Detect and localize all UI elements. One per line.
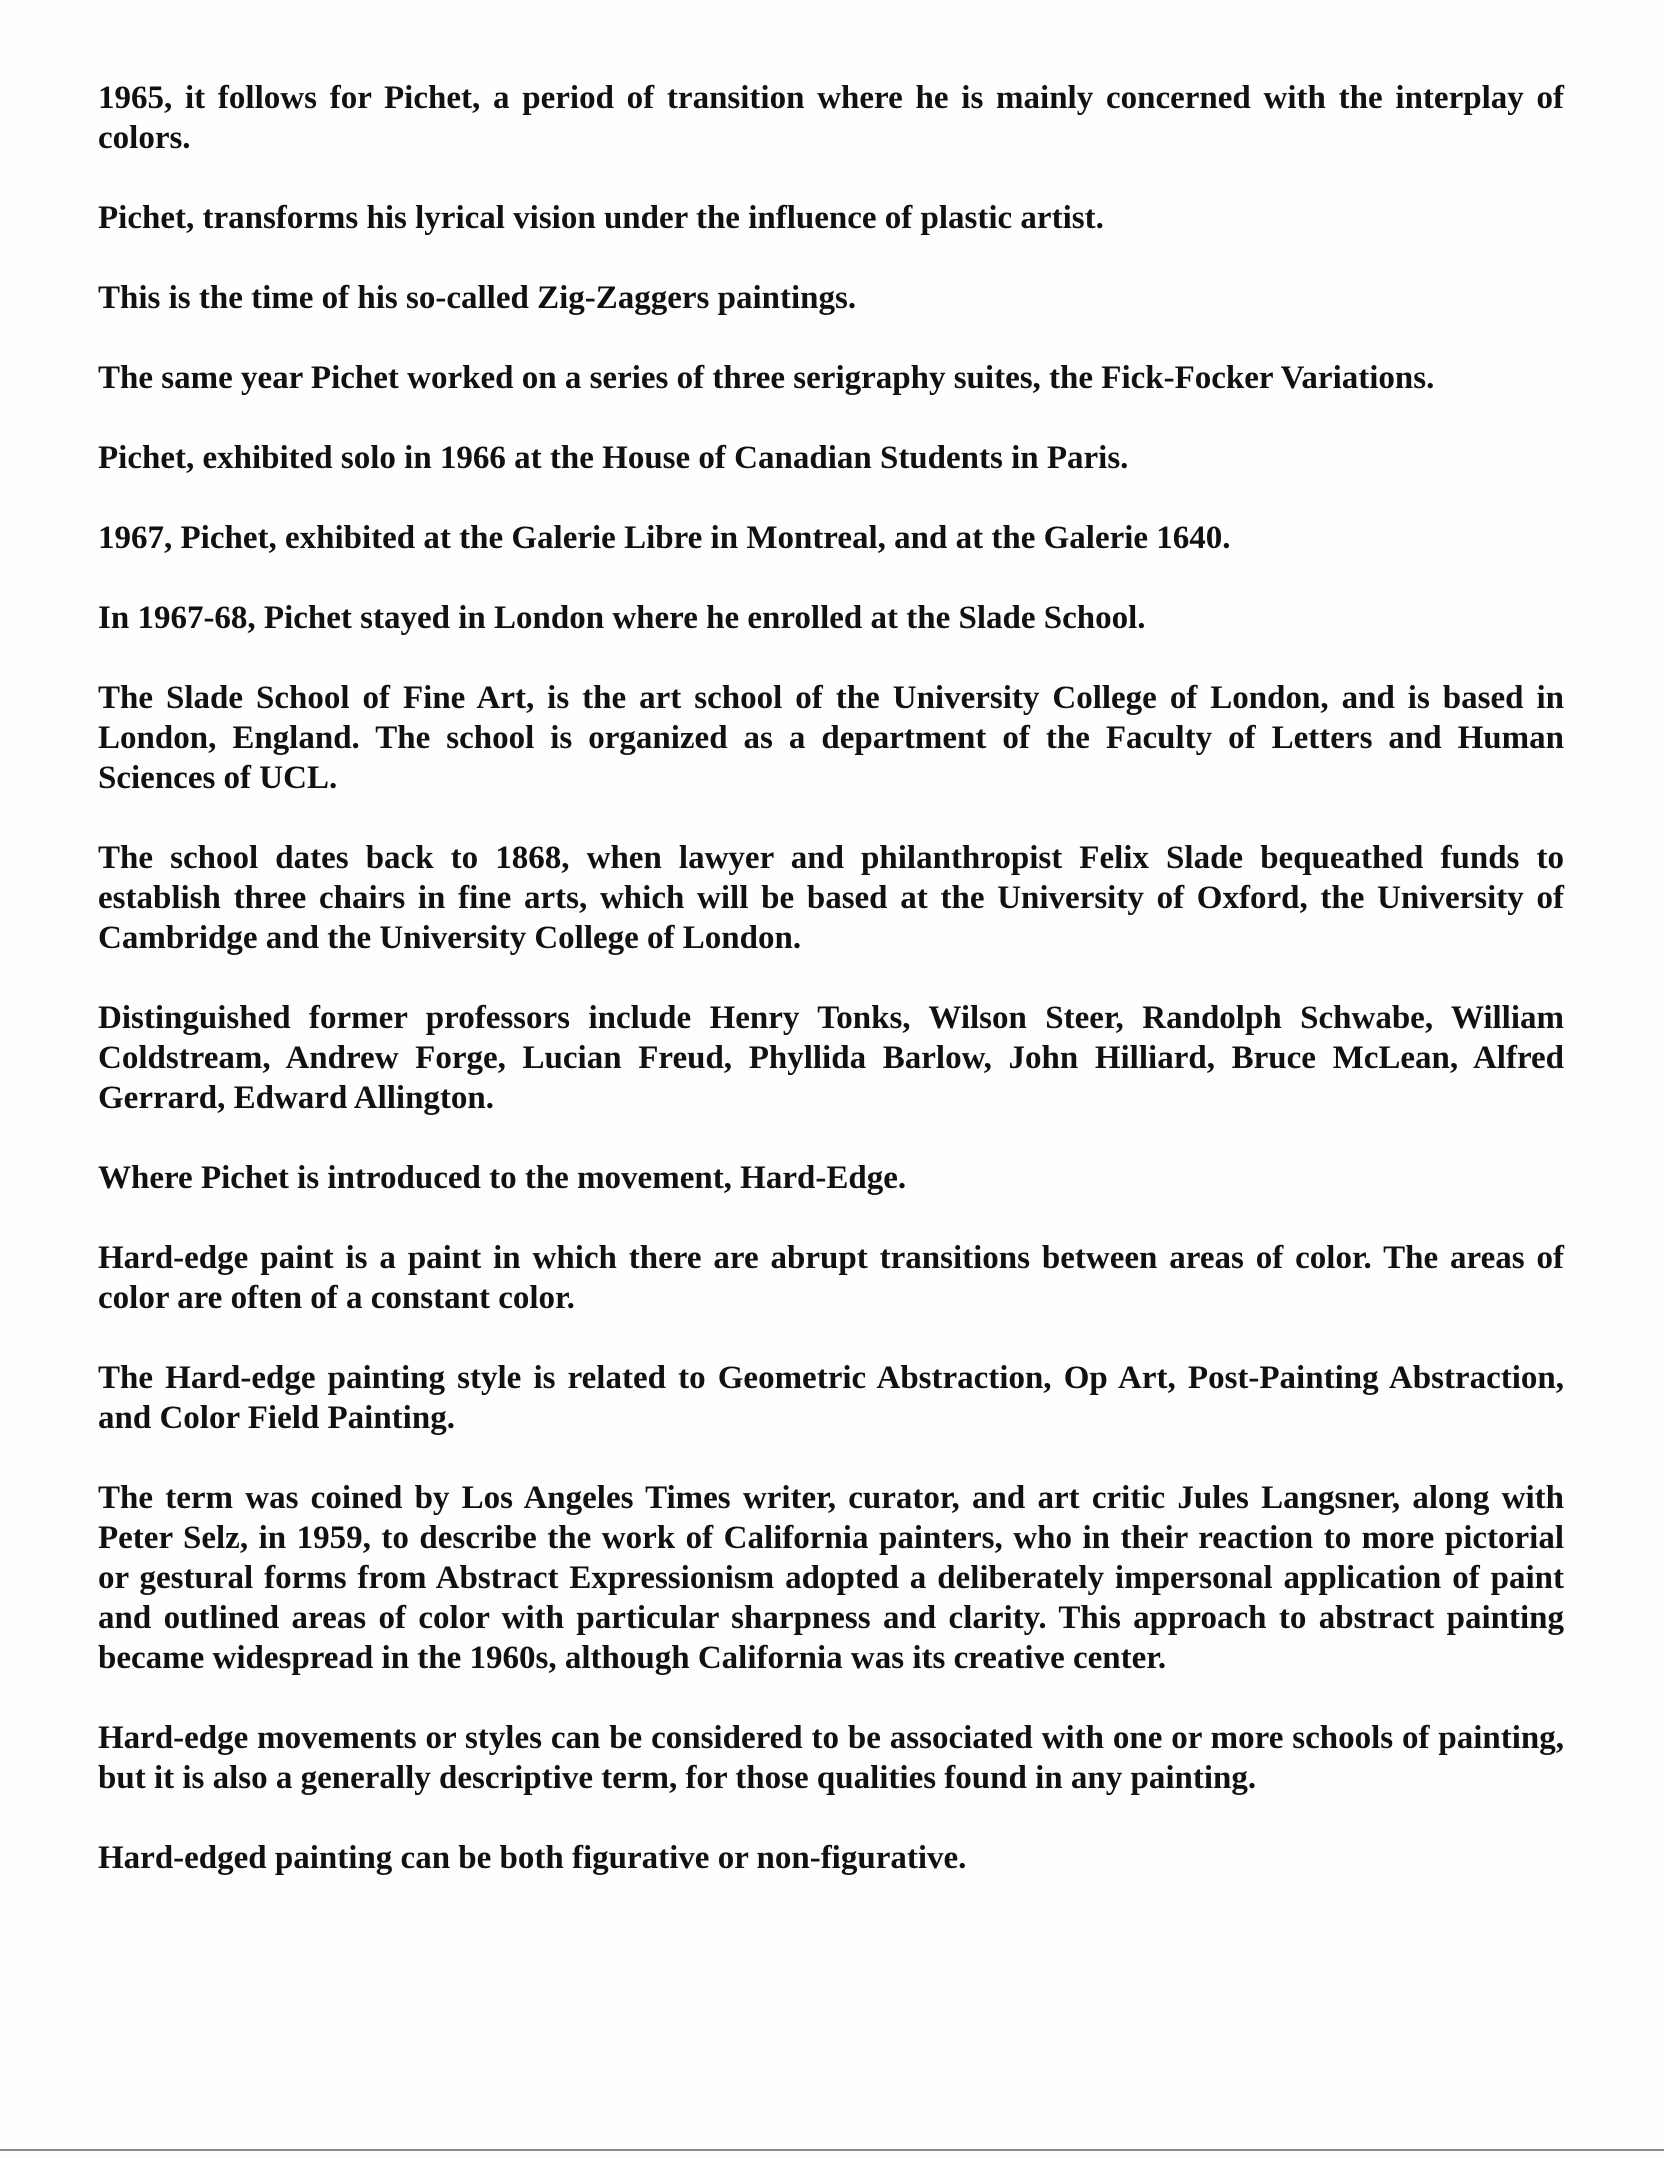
- paragraph-14: The term was coined by Los Angeles Times writer, curator, and art critic Jules Langsner, along with Peter Selz, in 1959, to describe the work of California painters, who in their reaction to more pictorial or gestural forms from Abstract Expressionism adopted a deliberately impersonal application of paint and outlined areas of color with particular sharpness and clarity. This approach to abstract painting became widespread in the 1960s, although California was its creative center.: [98, 1480, 1564, 1676]
- paragraph-7: In 1967-68, Pichet stayed in London where he enrolled at the Slade School.: [98, 600, 1146, 636]
- bottom-divider: [0, 2149, 1664, 2151]
- paragraph-15: Hard-edge movements or styles can be considered to be associated with one or more schools of painting, but it is also a generally descriptive term, for those qualities found in any painting.: [98, 1720, 1564, 1796]
- document-body: [98, 78, 1564, 1918]
- paragraph-2: Pichet, transforms his lyrical vision under the influence of plastic artist.: [98, 200, 1104, 236]
- paragraph-10: Distinguished former professors include Henry Tonks, Wilson Steer, Randolph Schwabe, William Coldstream, Andrew Forge, Lucian Freud, Phyllida Barlow, John Hilliard, Bruce McLean, Alfred Gerrard, Edward Allington.: [98, 1000, 1564, 1116]
- paragraph-13: The Hard-edge painting style is related to Geometric Abstraction, Op Art, Post-Painting Abstraction, and Color Field Painting.: [98, 1360, 1564, 1436]
- paragraph-8: The Slade School of Fine Art, is the art school of the University College of London, and is based in London, England. The school is organized as a department of the Faculty of Letters and Human Sciences of UCL.: [98, 680, 1564, 796]
- paragraph-12: Hard-edge paint is a paint in which there are abrupt transitions between areas of color. The areas of color are often of a constant color.: [98, 1240, 1564, 1316]
- paragraph-9: The school dates back to 1868, when lawyer and philanthropist Felix Slade bequeathed funds to establish three chairs in fine arts, which will be based at the University of Oxford, the University of Cambridge and the University College of London.: [98, 840, 1564, 956]
- paragraph-11: Where Pichet is introduced to the movement, Hard-Edge.: [98, 1160, 907, 1196]
- paragraph-1: 1965, it follows for Pichet, a period of transition where he is mainly concerned with the interplay of colors.: [98, 80, 1564, 156]
- paragraph-16: Hard-edged painting can be both figurative or non-figurative.: [98, 1840, 967, 1876]
- paragraph-6: 1967, Pichet, exhibited at the Galerie Libre in Montreal, and at the Galerie 1640.: [98, 520, 1231, 556]
- paragraph-3: This is the time of his so-called Zig-Zaggers paintings.: [98, 280, 857, 316]
- paragraph-5: Pichet, exhibited solo in 1966 at the House of Canadian Students in Paris.: [98, 440, 1129, 476]
- paragraph-4: The same year Pichet worked on a series of three serigraphy suites, the Fick-Focker Variations.: [98, 360, 1435, 396]
